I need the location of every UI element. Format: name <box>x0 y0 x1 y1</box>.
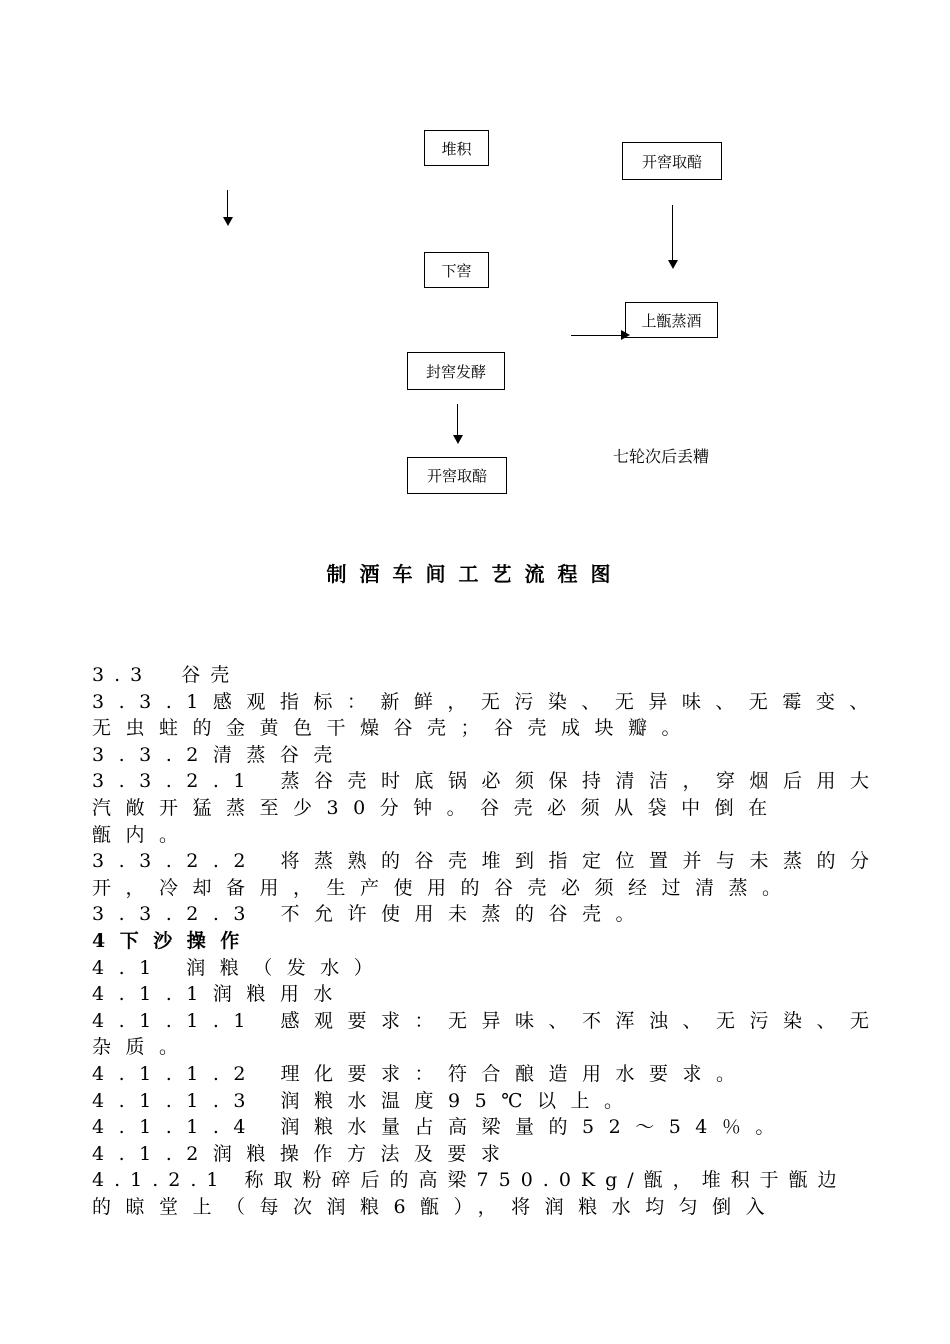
text-line: 3.3.2.1 蒸谷壳时底锅必须保持清洁，穿烟后用大 <box>92 770 884 793</box>
arrow-into-steam <box>571 335 628 336</box>
steam-distill-box: 上甑蒸酒 <box>625 302 718 338</box>
text-line: 无虫蛀的金黄色干燥谷壳；谷壳成块瓣。 <box>92 717 696 740</box>
text-line: 杂质。 <box>92 1036 193 1059</box>
text-line: 甑内。 <box>92 823 193 846</box>
discard-note: 七轮次后丢糟 <box>613 447 710 466</box>
arrow-left-down <box>227 190 228 224</box>
pile-box: 堆积 <box>424 130 489 166</box>
text-line: 4.1.2.1 称取粉碎后的高梁750.0Kg/甑，堆积于甑边 <box>92 1169 847 1192</box>
text-line: 4.1.1润粮用水 <box>92 983 347 1006</box>
seal-ferment-box: 封窖发酵 <box>407 352 505 390</box>
text-line: 4.1.1.2 理化要求：符合酿造用水要求。 <box>92 1062 750 1085</box>
text-line: 4.1.1.1 感观要求：无异味、不浑浊、无污染、无 <box>92 1009 884 1032</box>
text-line: 3.3.2清蒸谷壳 <box>92 743 347 766</box>
text-line: 4.1.1.4 润粮水量占高梁量的52～54％。 <box>92 1116 789 1139</box>
open-cellar-box-bottom: 开窖取醅 <box>407 457 507 494</box>
text-line: 3.3.2.2 将蒸熟的谷壳堆到指定位置并与未蒸的分 <box>92 850 884 873</box>
text-line: 开，冷却备用，生产使用的谷壳必须经过清蒸。 <box>92 876 796 899</box>
text-line: 4.1 润粮（发水） <box>92 956 388 979</box>
section-heading: 4下沙操作 <box>92 929 254 952</box>
text-line: 4.1.2润粮操作方法及要求 <box>92 1142 515 1165</box>
text-line: 汽敞开猛蒸至少30分钟。谷壳必须从袋中倒在 <box>92 796 782 819</box>
into-cellar-box: 下窖 <box>424 252 489 288</box>
page-title: 制酒车间工艺流程图 <box>326 562 624 586</box>
text-line: 的晾堂上（每次润粮6甑），将润粮水均匀倒入 <box>92 1195 780 1218</box>
open-cellar-box-top: 开窖取醅 <box>622 142 722 180</box>
arrow-open-to-steam <box>672 205 673 267</box>
text-line: 3.3 谷壳 <box>92 664 240 686</box>
text-line: 3.3.1感观指标：新鲜，无污染、无异味、无霉变、 <box>92 690 883 713</box>
body-text <box>92 662 892 1220</box>
text-line: 3.3.2.3 不允许使用未蒸的谷壳。 <box>92 903 650 926</box>
arrow-ferment-down <box>457 404 458 442</box>
text-line: 4.1.1.3 润粮水温度95℃以上。 <box>92 1089 638 1112</box>
